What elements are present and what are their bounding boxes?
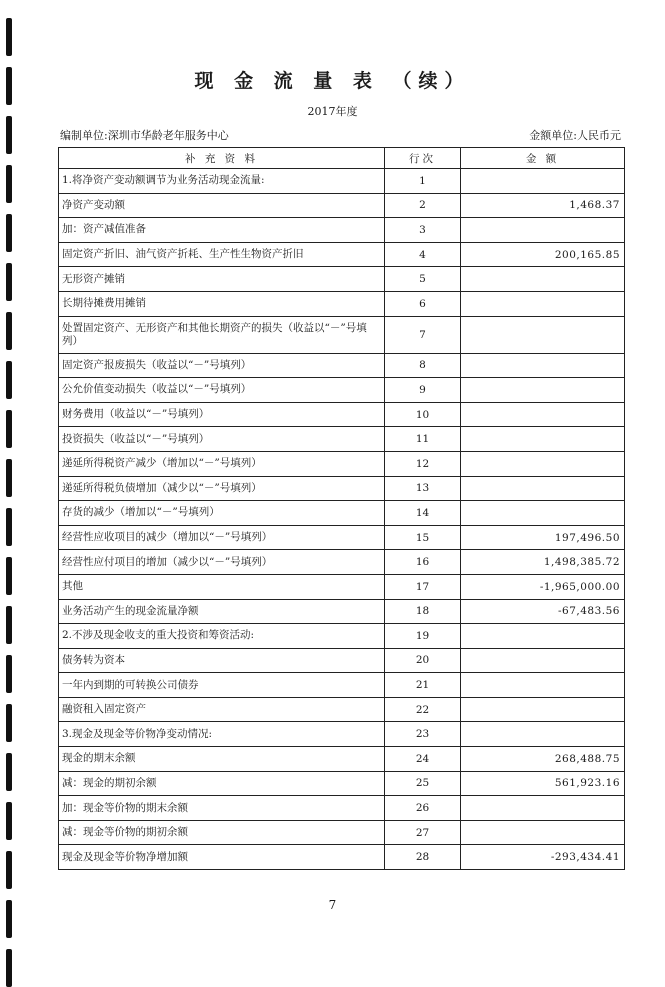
binding-hole [6, 214, 12, 252]
table-row [59, 476, 625, 501]
row-number: 3 [385, 218, 461, 243]
table-row [59, 291, 625, 316]
row-number: 18 [385, 599, 461, 624]
row-amount [461, 169, 625, 194]
binding-hole [6, 949, 12, 987]
binding-hole [6, 361, 12, 399]
table-row [59, 574, 625, 599]
table-row [59, 427, 625, 452]
row-number: 23 [385, 722, 461, 747]
row-item-label: 业务活动产生的现金流量净额 [59, 599, 385, 624]
table-row [59, 451, 625, 476]
header-row-number: 行次 [385, 148, 461, 169]
row-item-label: 经营性应付项目的增加（减少以“－”号填列） [59, 550, 385, 575]
row-number: 16 [385, 550, 461, 575]
row-number: 6 [385, 291, 461, 316]
row-number: 26 [385, 796, 461, 821]
row-amount: 200,165.85 [461, 242, 625, 267]
row-item-label: 债务转为资本 [59, 648, 385, 673]
table-row [59, 550, 625, 575]
row-item-label: 一年内到期的可转换公司债券 [59, 673, 385, 698]
row-amount [461, 451, 625, 476]
binding-hole [6, 606, 12, 644]
row-item-label: 加：资产减值准备 [59, 218, 385, 243]
row-amount [461, 267, 625, 292]
row-amount [461, 291, 625, 316]
row-number: 17 [385, 574, 461, 599]
row-item-label: 长期待摊费用摊销 [59, 291, 385, 316]
row-amount [461, 722, 625, 747]
row-amount: -293,434.41 [461, 845, 625, 870]
table-row [59, 316, 625, 353]
row-item-label: 减：现金等价物的期初余额 [59, 820, 385, 845]
row-amount [461, 796, 625, 821]
table-row [59, 771, 625, 796]
table-row [59, 845, 625, 870]
page-number: 7 [328, 898, 337, 912]
table-row [59, 697, 625, 722]
row-amount [461, 820, 625, 845]
row-amount: 1,468.37 [461, 193, 625, 218]
row-item-label: 现金及现金等价物净增加额 [59, 845, 385, 870]
row-item-label: 财务费用（收益以“－”号填列） [59, 402, 385, 427]
report-year: 2017年度 [307, 105, 358, 118]
table-row [59, 501, 625, 526]
row-item-label: 处置固定资产、无形资产和其他长期资产的损失（收益以“－”号填列） [59, 316, 385, 353]
row-item-label: 存货的减少（增加以“－”号填列） [59, 501, 385, 526]
row-number: 12 [385, 451, 461, 476]
row-number: 9 [385, 378, 461, 403]
row-item-label: 1.将净资产变动额调节为业务活动现金流量: [59, 169, 385, 194]
binding-hole [6, 18, 12, 56]
row-amount [461, 697, 625, 722]
binding-hole [6, 263, 12, 301]
table-row [59, 599, 625, 624]
table-row [59, 242, 625, 267]
row-amount [461, 218, 625, 243]
binding-hole [6, 459, 12, 497]
row-item-label: 公允价值变动损失（收益以“－”号填列） [59, 378, 385, 403]
row-number: 27 [385, 820, 461, 845]
row-item-label: 固定资产报废损失（收益以“－”号填列） [59, 353, 385, 378]
row-amount [461, 427, 625, 452]
row-number: 21 [385, 673, 461, 698]
row-number: 5 [385, 267, 461, 292]
table-row [59, 267, 625, 292]
cash-flow-supplement-table [58, 147, 625, 870]
table-row [59, 353, 625, 378]
header-amount: 金 额 [461, 148, 625, 169]
table-row [59, 820, 625, 845]
row-item-label: 投资损失（收益以“－”号填列） [59, 427, 385, 452]
row-number: 10 [385, 402, 461, 427]
row-number: 1 [385, 169, 461, 194]
binding-hole [6, 312, 12, 350]
row-item-label: 加：现金等价物的期末余额 [59, 796, 385, 821]
row-number: 14 [385, 501, 461, 526]
binding-hole [6, 508, 12, 546]
row-number: 15 [385, 525, 461, 550]
binding-hole [6, 410, 12, 448]
binding-hole [6, 753, 12, 791]
row-item-label: 递延所得税资产减少（增加以“－”号填列） [59, 451, 385, 476]
row-item-label: 其他 [59, 574, 385, 599]
row-amount [461, 316, 625, 353]
table-row [59, 378, 625, 403]
table-row [59, 747, 625, 772]
row-amount [461, 624, 625, 649]
row-number: 4 [385, 242, 461, 267]
row-amount: 561,923.16 [461, 771, 625, 796]
row-amount [461, 648, 625, 673]
binding-hole [6, 557, 12, 595]
row-item-label: 固定资产折旧、油气资产折耗、生产性生物资产折旧 [59, 242, 385, 267]
table-row [59, 193, 625, 218]
row-item-label: 无形资产摊销 [59, 267, 385, 292]
row-item-label: 现金的期末余额 [59, 747, 385, 772]
row-item-label: 递延所得税负债增加（减少以“－”号填列） [59, 476, 385, 501]
table-row [59, 169, 625, 194]
row-item-label: 3.现金及现金等价物净变动情况: [59, 722, 385, 747]
row-amount: -67,483.56 [461, 599, 625, 624]
table-row [59, 673, 625, 698]
row-amount [461, 673, 625, 698]
table-row [59, 722, 625, 747]
table-row [59, 218, 625, 243]
row-item-label: 减：现金的期初余额 [59, 771, 385, 796]
binding-holes [6, 0, 16, 957]
row-amount: 268,488.75 [461, 747, 625, 772]
reporting-entity: 编制单位:深圳市华龄老年服务中心 [60, 129, 229, 142]
row-amount: 1,498,385.72 [461, 550, 625, 575]
row-amount [461, 353, 625, 378]
page-title: 现 金 流 量 表 （续） [194, 70, 471, 92]
row-number: 28 [385, 845, 461, 870]
table-row [59, 796, 625, 821]
table-row [59, 648, 625, 673]
row-amount: 197,496.50 [461, 525, 625, 550]
row-amount: -1,965,000.00 [461, 574, 625, 599]
row-number: 25 [385, 771, 461, 796]
row-number: 7 [385, 316, 461, 353]
row-number: 11 [385, 427, 461, 452]
row-number: 24 [385, 747, 461, 772]
row-number: 8 [385, 353, 461, 378]
binding-hole [6, 655, 12, 693]
row-item-label: 2.不涉及现金收支的重大投资和筹资活动: [59, 624, 385, 649]
binding-hole [6, 704, 12, 742]
row-amount [461, 476, 625, 501]
table-row [59, 525, 625, 550]
binding-hole [6, 802, 12, 840]
row-number: 2 [385, 193, 461, 218]
currency-unit: 金额单位:人民币元 [529, 129, 621, 142]
table-header-row [59, 148, 625, 169]
row-number: 22 [385, 697, 461, 722]
row-item-label: 净资产变动额 [59, 193, 385, 218]
row-amount [461, 402, 625, 427]
table-row [59, 402, 625, 427]
binding-hole [6, 116, 12, 154]
binding-hole [6, 851, 12, 889]
row-amount [461, 378, 625, 403]
binding-hole [6, 165, 12, 203]
row-number: 20 [385, 648, 461, 673]
row-amount [461, 501, 625, 526]
table-row [59, 624, 625, 649]
row-number: 13 [385, 476, 461, 501]
header-item: 补 充 资 料 [59, 148, 385, 169]
row-item-label: 融资租入固定资产 [59, 697, 385, 722]
row-item-label: 经营性应收项目的减少（增加以“－”号填列） [59, 525, 385, 550]
row-number: 19 [385, 624, 461, 649]
